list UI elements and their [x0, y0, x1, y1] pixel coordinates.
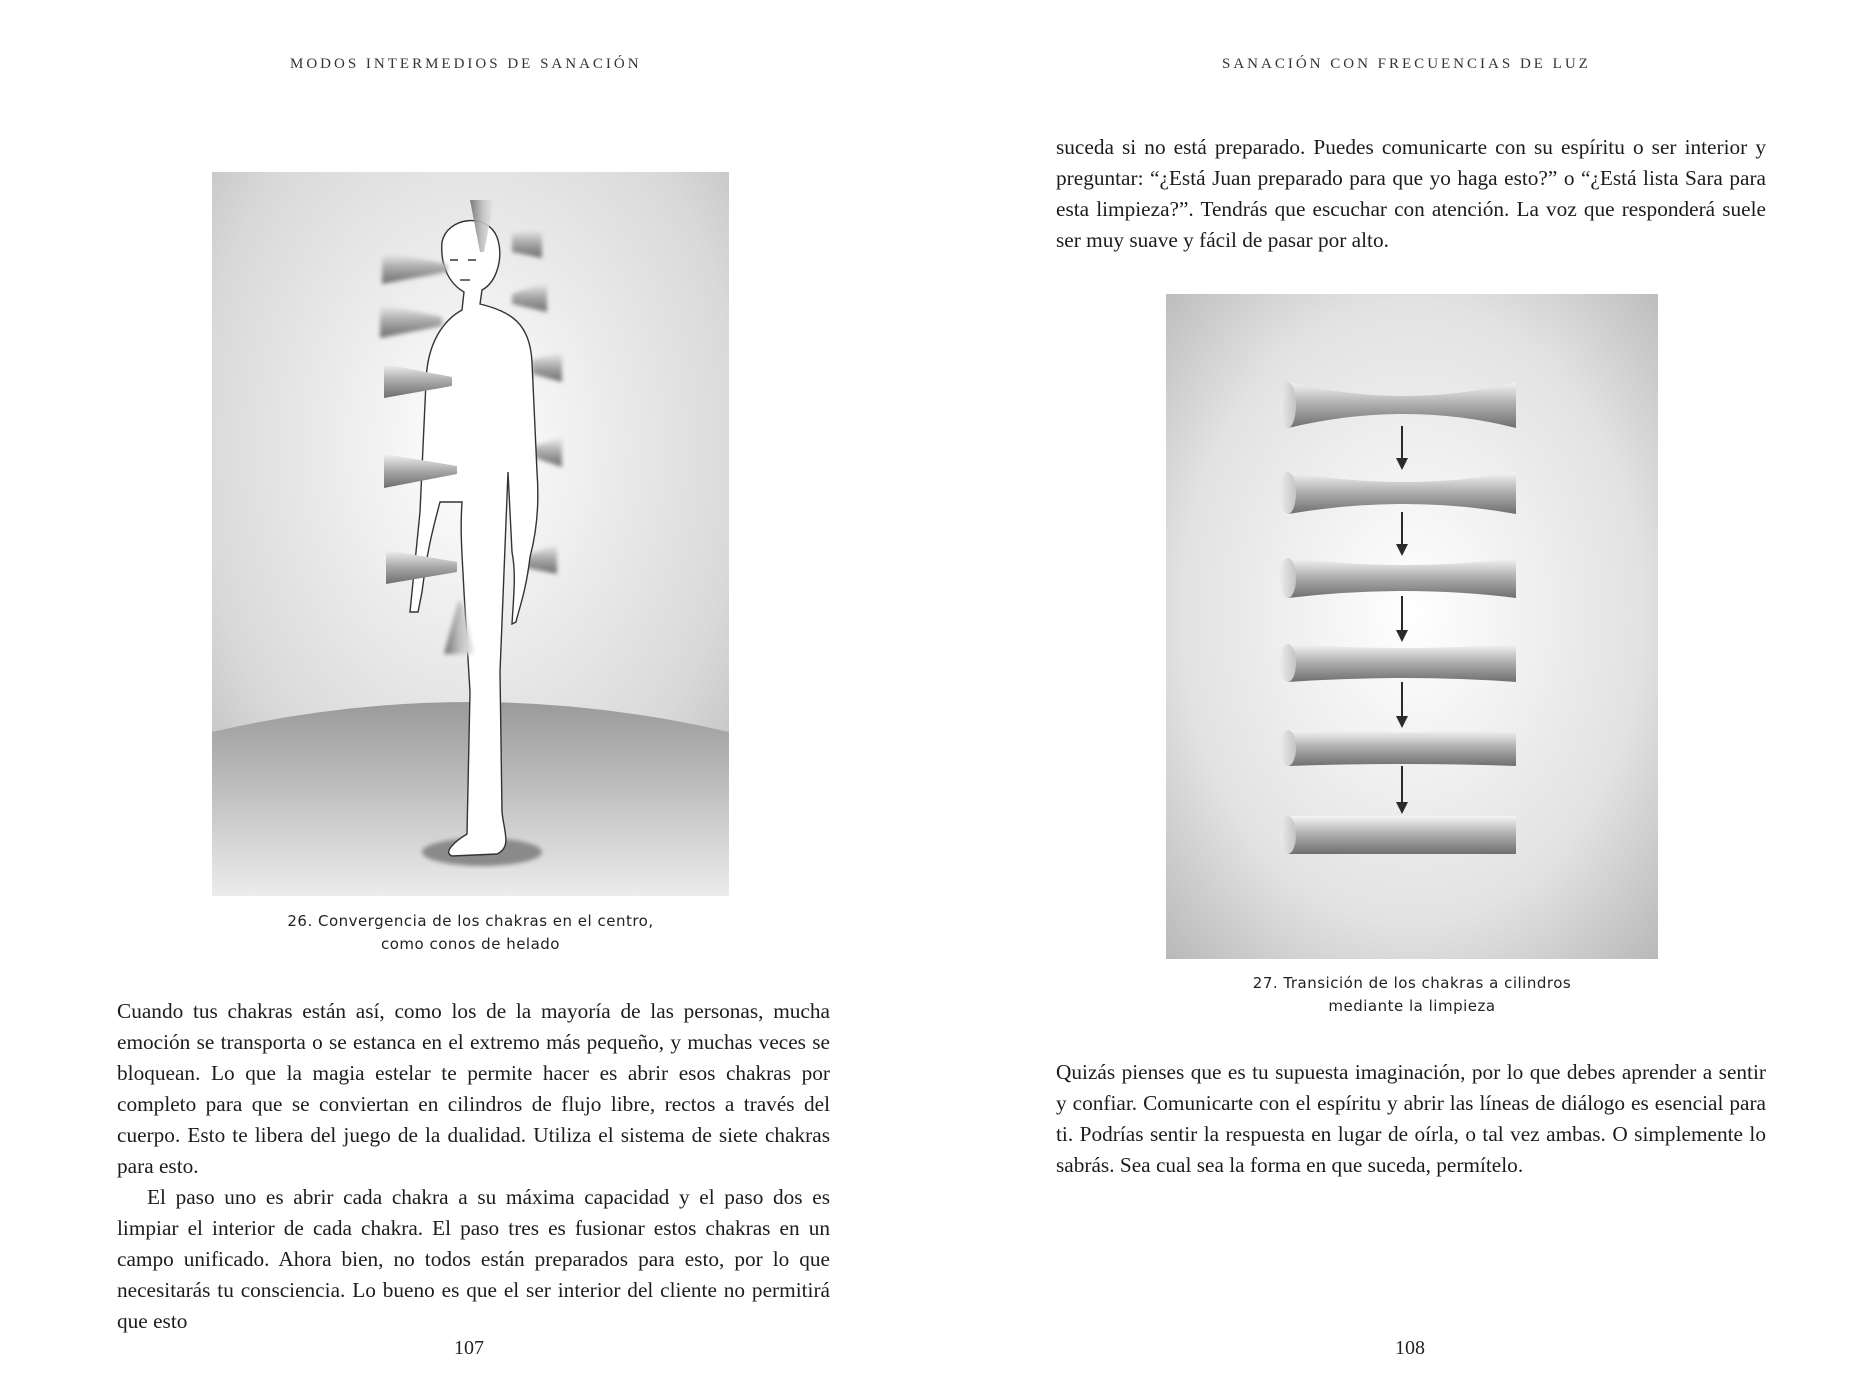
right-top-text	[1056, 132, 1766, 256]
figure-26-caption-line1: 26. Convergencia de los chakras en el centro,	[287, 912, 654, 930]
left-body-text	[117, 996, 830, 1337]
right-paragraph-bottom: Quizás pienses que es tu supuesta imaginación, por lo que debes aprender a sentir y confiar. Comunicarte con el espíritu y abrir las líneas de diálogo es esencial para ti. Podrías sentir la respuesta en lugar de oírla, o tal vez ambas. O simplemente lo sabrás. Sea cual sea la forma en que suceda, permítelo.	[1056, 1060, 1766, 1177]
left-paragraph-2: El paso uno es abrir cada chakra a su máxima capacidad y el paso dos es limpiar el interior de cada chakra. El paso tres es fusionar estos chakras en un campo unificado. Ahora bien, no todos están preparados para esto, por lo que necesitarás tu consciencia. Lo bueno es que el ser interior del cliente no permitirá que esto	[117, 1185, 830, 1333]
left-paragraph-1: Cuando tus chakras están así, como los de la mayoría de las personas, mucha emoción se transporta o se estanca en el extremo más pequeño, y muchas veces se bloquean. Lo que la magia estelar te permite hacer es abrir esos chakras por completo para que se conviertan en cilindros de flujo libre, rectos a través del cuerpo. Esto te libera del juego de la dualidad. Utiliza el sistema de siete chakras para esto.	[117, 999, 830, 1178]
left-page	[0, 0, 933, 1400]
running-head-left: MODOS INTERMEDIOS DE SANACIÓN	[290, 56, 642, 72]
figure-26-caption-line2: como conos de helado	[381, 935, 560, 953]
right-bottom-text	[1056, 1057, 1766, 1181]
page-number-right: 108	[1395, 1337, 1425, 1359]
figure-26-caption	[212, 910, 729, 956]
chakra-cylinders-illustration	[1166, 294, 1658, 959]
chakra-cones-illustration	[212, 172, 729, 896]
running-head-right: SANACIÓN CON FRECUENCIAS DE LUZ	[1222, 56, 1591, 72]
figure-27-caption-line2: mediante la limpieza	[1328, 997, 1496, 1015]
figure-27-illustration	[1166, 294, 1658, 959]
figure-27-caption-line1: 27. Transición de los chakras a cilindros	[1252, 974, 1572, 992]
right-paragraph-top: suceda si no está preparado. Puedes comunicarte con su espíritu o ser interior y preguntar: “¿Está Juan preparado para que yo haga esto?” o “¿Está lista Sara para esta limpieza?”. Tendrás que escuchar con atención. La voz que responderá suele ser muy suave y fácil de pasar por alto.	[1056, 135, 1766, 252]
figure-26-illustration	[212, 172, 729, 896]
figure-27-caption	[1166, 972, 1658, 1018]
right-page	[934, 0, 1867, 1400]
page-number-left: 107	[454, 1337, 484, 1359]
